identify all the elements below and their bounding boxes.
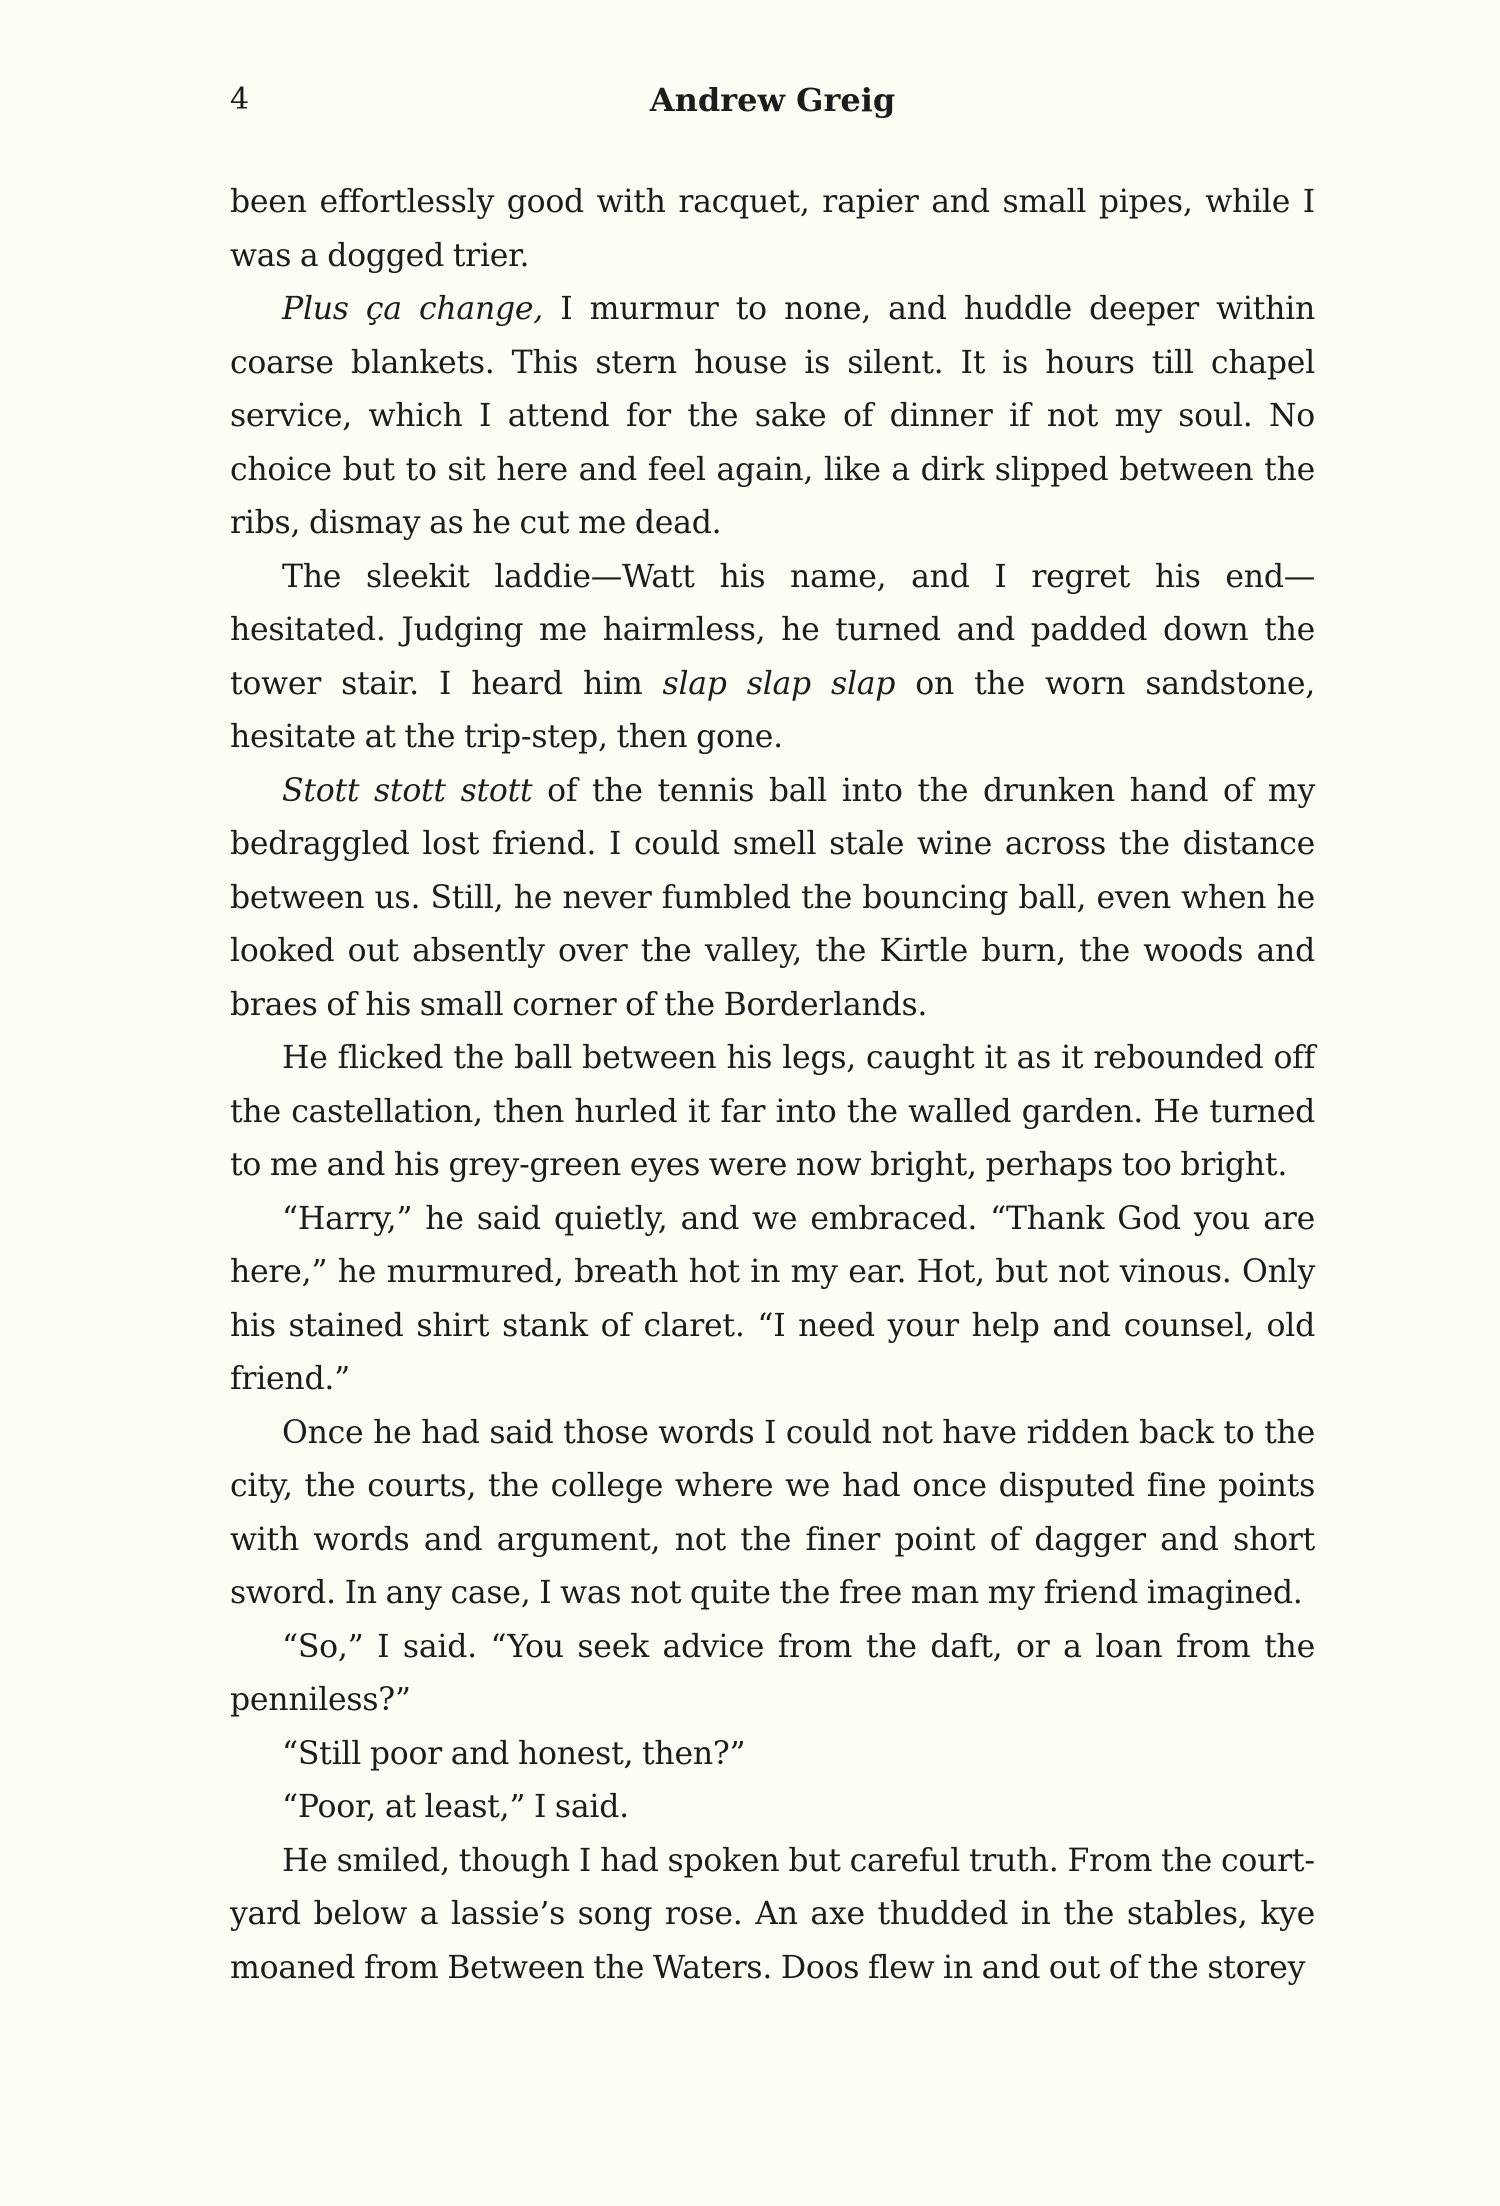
italic-run: Plus ça change, <box>282 291 544 327</box>
paragraph <box>230 1621 1315 1728</box>
running-head <box>230 78 1315 122</box>
paragraph <box>230 1728 1315 1782</box>
text-run: He flicked the ball between his legs, caught it as it rebounded off the castellation, then hurled it far into the walled garden. He turned to me and his grey-green eyes were now bright, perhaps too bright. <box>230 1040 1315 1183</box>
text-run: “So,” I said. “You seek advice from the daft, or a loan from the penniless?” <box>230 1628 1315 1718</box>
text-run: “Harry,” he said quietly, and we embraced. “Thank God you are here,” he murmured, breath hot in my ear. Hot, but not vinous. Only his stained shirt stank of claret. “I need your help and counsel, old friend.” <box>230 1200 1315 1397</box>
text-run: of the tennis ball into the drunken hand of my bedraggled lost friend. I could smell stale wine across the distance between us. Still, he never fumbled the bouncing ball, even when he looked out absently over the valley, the Kirtle burn, the woods and braes of his small corner of the Borderlands. <box>230 772 1315 1023</box>
text-run: He smiled, though I had spoken but careful truth. From the courtyard below a lassie’s song rose. An axe thudded in the stables, kye moaned from Between the Waters. Doos flew in and out of the storey <box>230 1842 1315 1986</box>
paragraph <box>230 176 1315 283</box>
text-run: Once he had said those words I could not have ridden back to the city, the courts, the college where we had once disputed fine points with words and argument, not the finer point of dagger and short sword. In any case, I was not quite the free man my friend imagined. <box>230 1414 1315 1611</box>
text-run: been effortlessly good with racquet, rapier and small pipes, while I was a dogged trier. <box>230 184 1315 274</box>
text-run: I murmur to none, and huddle deeper within coarse blankets. This stern house is silent. It is hours till chapel service, which I attend for the sake of dinner if not my soul. No choice but to sit here and feel again, like a dirk slipped between the ribs, dismay as he cut me dead. <box>230 291 1315 541</box>
paragraph <box>230 283 1315 551</box>
text-run: “Poor, at least,” I said. <box>282 1789 629 1825</box>
page-number: 4 <box>230 82 250 117</box>
text-run: on the worn sandstone, hesitate at the trip-step, then gone. <box>230 665 1316 755</box>
text-run: “Still poor and honest, then?” <box>282 1735 746 1772</box>
italic-run: Stott stott stott <box>282 772 533 809</box>
paragraph <box>230 765 1315 1033</box>
text-run: The sleekit laddie—Watt his name, and I regret his end—hesitated. Judging me hairmless, he turned and padded down the tower stair. I heard him <box>230 558 1315 702</box>
paragraph <box>230 1835 1315 1996</box>
running-title: Andrew Greig <box>649 81 896 119</box>
paragraph <box>230 551 1315 765</box>
italic-run: slap slap slap <box>662 665 896 702</box>
paragraph <box>230 1193 1315 1407</box>
paragraph <box>230 1407 1315 1621</box>
paragraph <box>230 1032 1315 1193</box>
paragraph <box>230 1781 1315 1835</box>
body-text <box>230 176 1315 1995</box>
